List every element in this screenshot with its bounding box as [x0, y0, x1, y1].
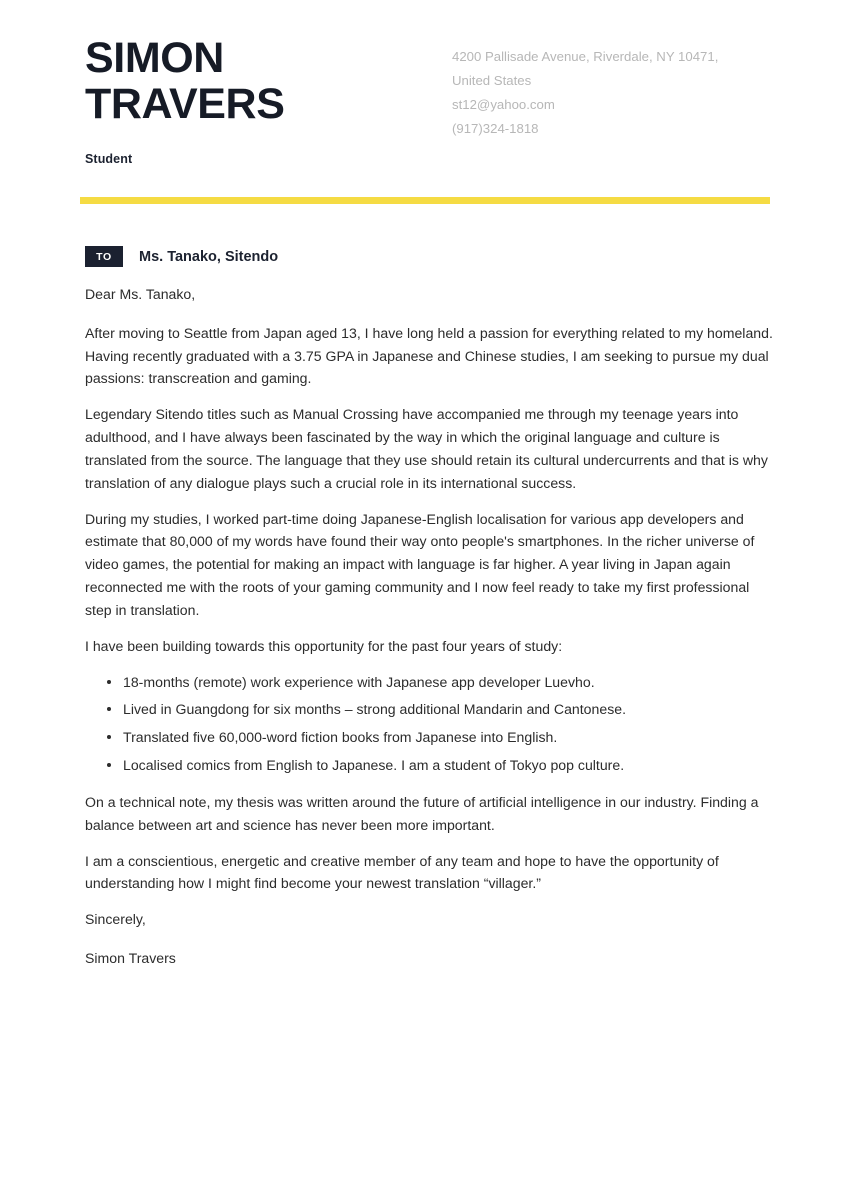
body-paragraph-3: During my studies, I worked part-time doing Japanese-English localisation for various app developers and estimate that 80,000 of my words have found their way onto people's smartphones. In the richer universe of video games, the potential for making an impact with language is far higher. A year living in Japan again reconnected me with the roots of your gaming community and I now feel ready to take my first professional step in translation.	[85, 510, 755, 618]
letter-body	[85, 283, 775, 970]
last-name: TRAVERS	[85, 79, 285, 128]
body-paragraph-4: On a technical note, my thesis was written around the future of artificial intelligence in our industry. Finding a balance between art and science has never been more important.	[85, 793, 759, 833]
list-intro: I have been building towards this opportunity for the past four years of study:	[85, 637, 563, 654]
identity-block	[85, 36, 445, 166]
achievements-list	[85, 671, 775, 777]
body-paragraph-5: I am a conscientious, energetic and creative member of any team and hope to have the opportunity of understanding how I might find become your newest translation “villager.”	[85, 852, 719, 892]
contact-address-line-2: United States	[452, 73, 532, 89]
salutation: Dear Ms. Tanako,	[85, 286, 196, 302]
letter-header	[85, 36, 772, 166]
list-item: Translated five 60,000-word fiction books from Japanese into English.	[123, 726, 775, 749]
accent-divider	[80, 197, 770, 204]
body-paragraph-2: Legendary Sitendo titles such as Manual Crossing have accompanied me through my teenage years into adulthood, and I have always been fascinated by the way in which the original language and culture is translated from the source. The language that they use should retain its cultural undercurrents and that is why translation of any dialogue plays such a crucial role in its international success.	[85, 406, 768, 491]
list-item: Localised comics from English to Japanese. I am a student of Tokyo pop culture.	[123, 754, 775, 777]
to-badge: TO	[85, 246, 123, 267]
page-title	[85, 36, 445, 127]
job-title: Student	[85, 152, 133, 167]
body-paragraph-1: After moving to Seattle from Japan aged 13, I have long held a passion for everything related to my homeland. Having recently graduated with a 3.75 GPA in Japanese and Chinese studies, I am seeking to pursue my dual passions: transcreation and gaming.	[85, 324, 773, 387]
recipient-name: Ms. Tanako, Sitendo	[139, 248, 279, 265]
list-item: 18-months (remote) work experience with Japanese app developer Luevho.	[123, 671, 775, 694]
contact-address-line-1: 4200 Pallisade Avenue, Riverdale, NY 10471,	[452, 49, 719, 64]
recipient-row	[85, 246, 278, 267]
contact-phone: (917)324-1818	[452, 121, 539, 137]
first-name: SIMON	[85, 34, 224, 82]
list-item: Lived in Guangdong for six months – strong additional Mandarin and Cantonese.	[123, 698, 775, 721]
signature: Simon Travers	[85, 950, 176, 967]
signoff: Sincerely,	[85, 911, 146, 928]
contact-block	[452, 36, 772, 142]
contact-email: st12@yahoo.com	[452, 97, 555, 113]
